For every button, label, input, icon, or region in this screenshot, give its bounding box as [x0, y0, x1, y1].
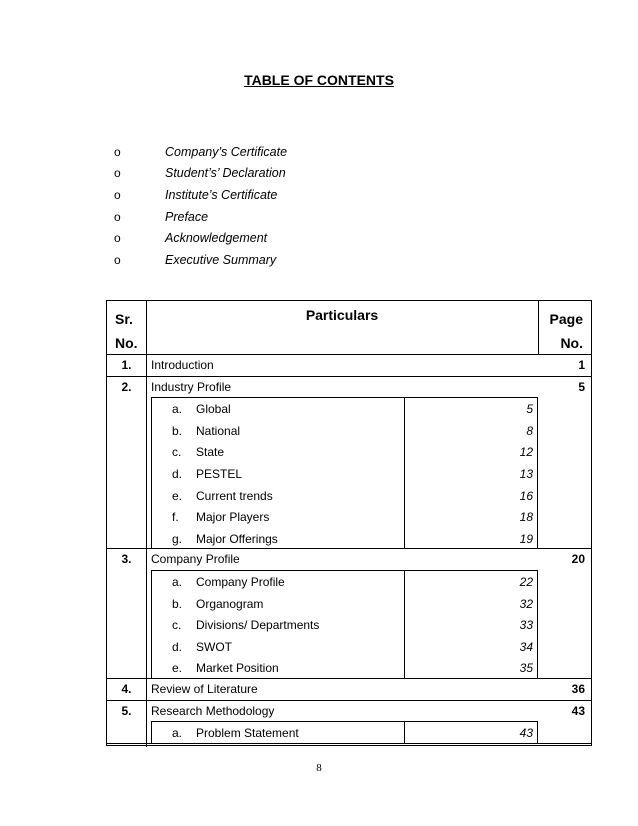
sub-table: [151, 397, 538, 548]
sub-row-page: 32: [519, 596, 533, 611]
header-page-line1: Page: [549, 311, 583, 327]
row-particulars: Company Profile: [151, 552, 240, 567]
sub-column-divider: [404, 571, 405, 679]
bullet-icon: o: [114, 144, 121, 159]
list-item-text: Institute’s Certificate: [165, 187, 278, 202]
row-sr-no: 5.: [121, 703, 132, 718]
row-divider: [107, 700, 591, 701]
row-particulars: Industry Profile: [151, 379, 232, 394]
sub-row-letter: a.: [172, 402, 183, 417]
header-sr-no: [115, 307, 138, 355]
row-page-no: 43: [571, 703, 585, 718]
bullet-icon: o: [114, 209, 121, 224]
title-text: TABLE OF CONTENTS: [244, 72, 394, 88]
row-page-no: 20: [571, 552, 585, 567]
front-matter-list: [114, 141, 287, 271]
sub-row-letter: b.: [172, 596, 183, 611]
sub-row-page: 22: [519, 575, 533, 589]
row-divider: [107, 743, 591, 744]
sub-row-page: 43: [519, 726, 533, 741]
sub-row-name: PESTEL: [196, 466, 243, 481]
sub-row-name: Divisions/ Departments: [196, 618, 320, 633]
sub-row-letter: c.: [172, 445, 182, 460]
list-item: [114, 184, 287, 206]
sub-row-name: Organogram: [196, 596, 264, 611]
header-sr-line2: No.: [115, 335, 138, 351]
page-number: 8: [316, 762, 322, 774]
header-particulars: Particulars: [305, 307, 379, 323]
sub-row-page: 18: [519, 510, 533, 525]
header-page-no: [550, 307, 583, 355]
sub-row-letter: f.: [172, 510, 179, 525]
header-sr-line1: Sr.: [115, 311, 133, 327]
sub-row-name: Major Offerings: [196, 531, 278, 546]
sub-row-page: 34: [519, 639, 533, 654]
row-sr-no: 1.: [121, 358, 132, 372]
row-sr-no: 2.: [121, 379, 132, 394]
row-particulars: Review of Literature: [151, 682, 258, 696]
row-divider: [107, 548, 591, 549]
list-item-text: Company’s Certificate: [165, 144, 288, 159]
row-particulars: Research Methodology: [151, 703, 275, 718]
sub-table: [151, 570, 538, 678]
list-item-text: Acknowledgement: [165, 231, 268, 246]
sub-row-name: SWOT: [196, 639, 232, 654]
sub-table: [151, 721, 538, 743]
sub-row-name: Global: [196, 402, 231, 417]
list-item-text: Executive Summary: [165, 252, 277, 267]
list-item: [114, 206, 287, 228]
sub-row-letter: c.: [172, 618, 182, 633]
row-divider: [107, 376, 591, 377]
sub-row-name: Current trends: [196, 488, 273, 503]
page-title: [0, 72, 638, 88]
sub-row-letter: g.: [172, 531, 183, 546]
sub-row-page: 5: [526, 402, 533, 417]
sub-row-name: Major Players: [196, 510, 270, 525]
sub-row-page: 8: [526, 423, 533, 438]
row-page-no: 1: [578, 358, 585, 372]
sub-row-name: Market Position: [196, 661, 279, 676]
list-item-text: Student’s’ Declaration: [165, 166, 286, 181]
sub-row-letter: d.: [172, 466, 183, 481]
bullet-icon: o: [114, 187, 121, 202]
list-item: [114, 141, 287, 163]
row-sr-no: 3.: [121, 552, 132, 567]
sub-row-page: 12: [519, 445, 533, 460]
sub-column-divider: [404, 398, 405, 549]
sub-column-divider: [404, 722, 405, 744]
sub-row-letter: b.: [172, 423, 183, 438]
bullet-icon: o: [114, 166, 121, 181]
sub-row-name: State: [196, 445, 225, 460]
row-divider: [107, 678, 591, 679]
sub-row-letter: d.: [172, 639, 183, 654]
sub-row-page: 35: [519, 661, 533, 676]
sub-row-letter: e.: [172, 488, 183, 503]
row-particulars: Introduction: [151, 358, 214, 372]
column-divider: [146, 301, 147, 747]
sub-row-name: Problem Statement: [196, 726, 299, 741]
row-page-no: 36: [571, 682, 585, 696]
contents-table: [106, 300, 592, 746]
sub-row-letter: e.: [172, 661, 183, 676]
list-item: [114, 227, 287, 249]
sub-row-name: Company Profile: [196, 575, 285, 589]
row-page-no: 5: [578, 379, 585, 394]
list-item: [114, 249, 287, 271]
sub-row-name: National: [196, 423, 241, 438]
sub-row-letter: a.: [172, 726, 183, 741]
bullet-icon: o: [114, 252, 121, 267]
bullet-icon: o: [114, 231, 121, 246]
sub-row-page: 16: [519, 488, 533, 503]
sub-row-page: 13: [519, 466, 533, 481]
sub-row-page: 33: [519, 618, 533, 633]
column-divider: [538, 301, 539, 354]
header-page-line2: No.: [560, 335, 583, 351]
list-item: [114, 163, 287, 185]
sub-row-letter: a.: [172, 575, 183, 589]
row-sr-no: 4.: [121, 682, 132, 696]
row-divider: [107, 354, 591, 355]
list-item-text: Preface: [165, 209, 209, 224]
sub-row-page: 19: [519, 531, 533, 546]
